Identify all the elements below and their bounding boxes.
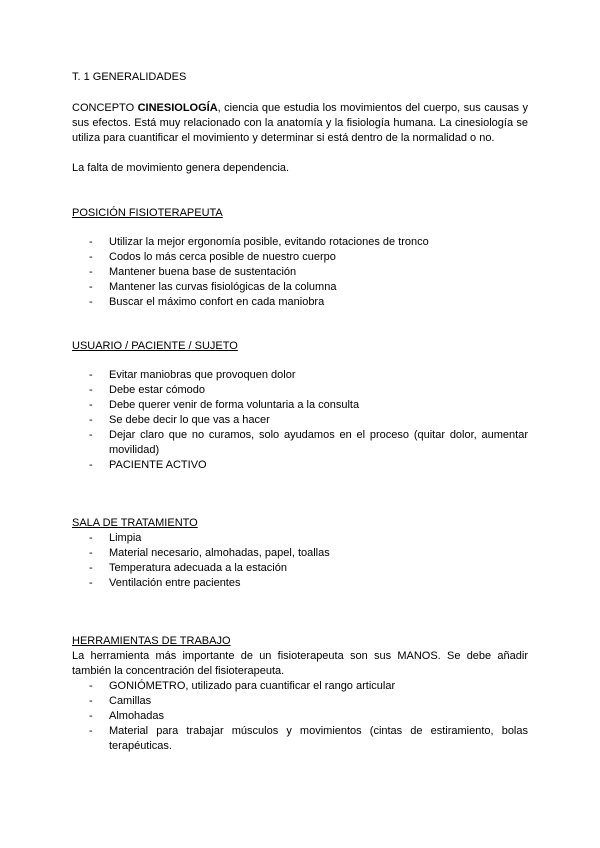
list-item: - Ventilación entre pacientes (89, 577, 241, 589)
spacer (72, 354, 528, 368)
dash-marker: - (89, 369, 93, 381)
list-item: - Almohadas (89, 710, 165, 722)
spacer (72, 176, 528, 206)
list-item: - Debe estar cómodo (89, 384, 205, 396)
spacer (72, 221, 528, 235)
dash-marker: - (89, 384, 93, 396)
concept-definition: , ciencia que estudia los movimientos del cuerpo, sus causas y sus efectos. Está muy relacionado con la anatomía y la fisiología humana. La cinesiología se utiliza para cuantificar el movimiento y determinar si está dentro de la normalidad o no. (72, 102, 529, 144)
document-page (72, 70, 528, 754)
dash-marker: - (89, 459, 93, 471)
dash-marker: - (89, 695, 93, 707)
spacer (72, 473, 528, 501)
concept-lead: CONCEPTO (72, 102, 138, 114)
tools-intro: La herramienta más importante de un fisioterapeuta son sus MANOS. Se debe añadir también la concentración del fisioterapeuta. (72, 650, 528, 677)
list-item: - Temperatura adecuada a la estación (89, 562, 287, 574)
section-heading-patient: USUARIO / PACIENTE / SUJETO (72, 340, 238, 352)
list-item: - Material necesario, almohadas, papel, toallas (89, 547, 330, 559)
list-item: - Se debe decir lo que vas a hacer (89, 414, 270, 426)
dash-marker: - (89, 577, 93, 589)
list-tools (72, 679, 528, 754)
list-item: - Mantener las curvas fisiológicas de la columna (89, 281, 337, 293)
dash-marker: - (89, 725, 93, 737)
spacer (72, 146, 528, 161)
list-physio (72, 235, 528, 310)
dash-marker: - (89, 266, 93, 278)
dash-marker: - (89, 532, 93, 544)
dash-marker: - (89, 429, 93, 441)
concept-note: La falta de movimiento genera dependencia. (72, 162, 290, 174)
spacer (72, 85, 528, 101)
dash-marker: - (89, 296, 93, 308)
list-patient (72, 368, 528, 473)
section-heading-tools: HERRAMIENTAS DE TRABAJO (72, 635, 231, 647)
spacer (72, 619, 528, 634)
dash-marker: - (89, 680, 93, 692)
list-item: - Dejar claro que no curamos, solo ayudamos en el proceso (quitar dolor, aumentar movilidad) (89, 429, 528, 456)
list-item: - Camillas (89, 695, 152, 707)
list-item: - Debe querer venir de forma voluntaria a la consulta (89, 399, 360, 411)
list-room (72, 531, 528, 591)
dash-marker: - (89, 710, 93, 722)
dash-marker: - (89, 251, 93, 263)
concept-paragraph (72, 101, 528, 146)
list-item: - Mantener buena base de sustentación (89, 266, 297, 278)
section-heading-physio: POSICIÓN FISIOTERAPEUTA (72, 207, 223, 219)
dash-marker: - (89, 414, 93, 426)
list-item: - Evitar maniobras que provoquen dolor (89, 369, 296, 381)
concept-term: CINESIOLOGÍA (137, 102, 218, 114)
list-item: - Utilizar la mejor ergonomía posible, evitando rotaciones de tronco (89, 236, 429, 248)
list-item: - Codos lo más cerca posible de nuestro cuerpo (89, 251, 336, 263)
spacer (72, 591, 528, 619)
spacer (72, 501, 528, 516)
list-item: - GONIÓMETRO, utilizado para cuantificar el rango articular (89, 680, 396, 692)
spacer (72, 310, 528, 339)
list-item: - Material para trabajar músculos y movimientos (cintas de estiramiento, bolas terapéuticas. (89, 725, 528, 752)
dash-marker: - (89, 399, 93, 411)
list-item: - Limpia (89, 532, 142, 544)
list-item: - Buscar el máximo confort en cada maniobra (89, 296, 325, 308)
section-heading-room: SALA DE TRATAMIENTO (72, 517, 198, 529)
dash-marker: - (89, 562, 93, 574)
dash-marker: - (89, 281, 93, 293)
document-title: T. 1 GENERALIDADES (72, 71, 187, 83)
dash-marker: - (89, 547, 93, 559)
dash-marker: - (89, 236, 93, 248)
list-item: - PACIENTE ACTIVO (89, 459, 207, 471)
